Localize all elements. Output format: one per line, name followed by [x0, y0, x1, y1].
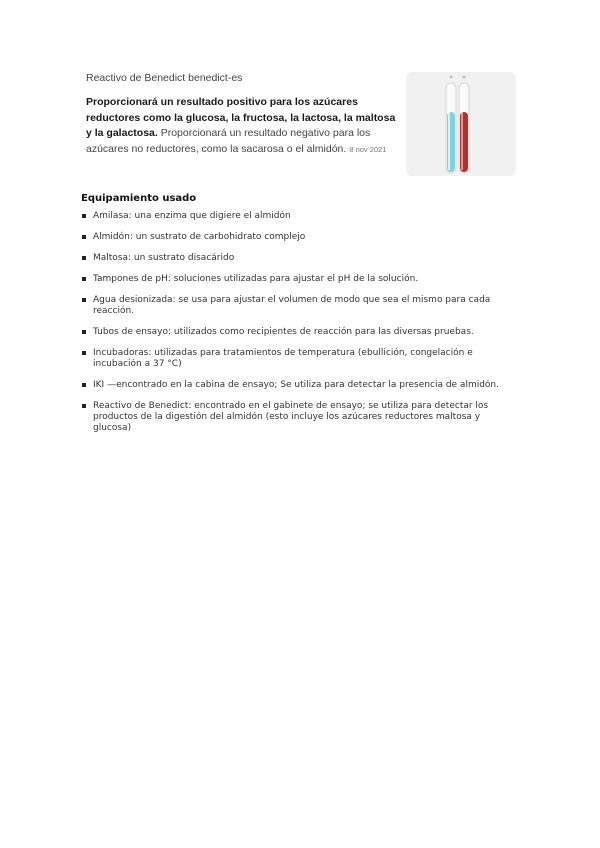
list-item: IKI —encontrado en la cabina de ensayo; Se utiliza para detectar la presencia de almidón. — [81, 380, 521, 391]
snippet-normal-text: Proporcionará un resultado negativo para los azúcares no reductores, como la sacarosa o el almidón. — [86, 127, 371, 155]
snippet-bold-text: Proporcionará un resultado positivo para los azúcares reductores como la glucosa, la fructosa, la lactosa, la maltosa y la galactosa. — [86, 96, 396, 139]
list-item: Tampones de pH: soluciones utilizadas para ajustar el pH de la solución. — [81, 274, 521, 285]
list-item: Reactivo de Benedict: encontrado en el gabinete de ensayo; se utiliza para detectar los productos de la digestión del almidón (esto incluye los azúcares reductores maltosa y glucosa) — [81, 401, 521, 434]
bullet-icon — [82, 214, 86, 218]
bullet-icon — [82, 404, 86, 408]
snippet-date: 8 nov 2021 — [349, 144, 387, 154]
snippet-text — [86, 95, 398, 157]
list-item: Tubos de ensayo: utilizados como recipientes de reacción para las diversas pruebas. — [81, 327, 521, 338]
bullet-icon — [82, 235, 86, 239]
bullet-icon — [82, 277, 86, 281]
list-item: Amilasa: una enzima que digiere el almidón — [81, 211, 521, 222]
test-tubes-image[interactable] — [406, 72, 516, 176]
list-item: Incubadoras: utilizadas para tratamientos de temperatura (ebullición, congelación e incubación a 37 °C) — [81, 348, 521, 370]
equipment-list — [81, 211, 521, 444]
list-item: Maltosa: un sustrato disacárido — [81, 253, 521, 264]
snippet-source[interactable]: Reactivo de Benedict benedict-es — [86, 72, 243, 84]
bullet-icon — [82, 298, 86, 302]
featured-snippet — [86, 72, 516, 176]
bullet-icon — [82, 351, 86, 355]
section-heading: Equipamiento usado — [81, 193, 197, 204]
list-item: Agua desionizada: se usa para ajustar el volumen de modo que sea el mismo para cada reacción. — [81, 295, 521, 317]
bullet-icon — [82, 383, 86, 387]
bullet-icon — [82, 256, 86, 260]
bullet-icon — [82, 330, 86, 334]
test-tubes-icon — [406, 72, 516, 176]
list-item: Almidón: un sustrato de carbohidrato complejo — [81, 232, 521, 243]
